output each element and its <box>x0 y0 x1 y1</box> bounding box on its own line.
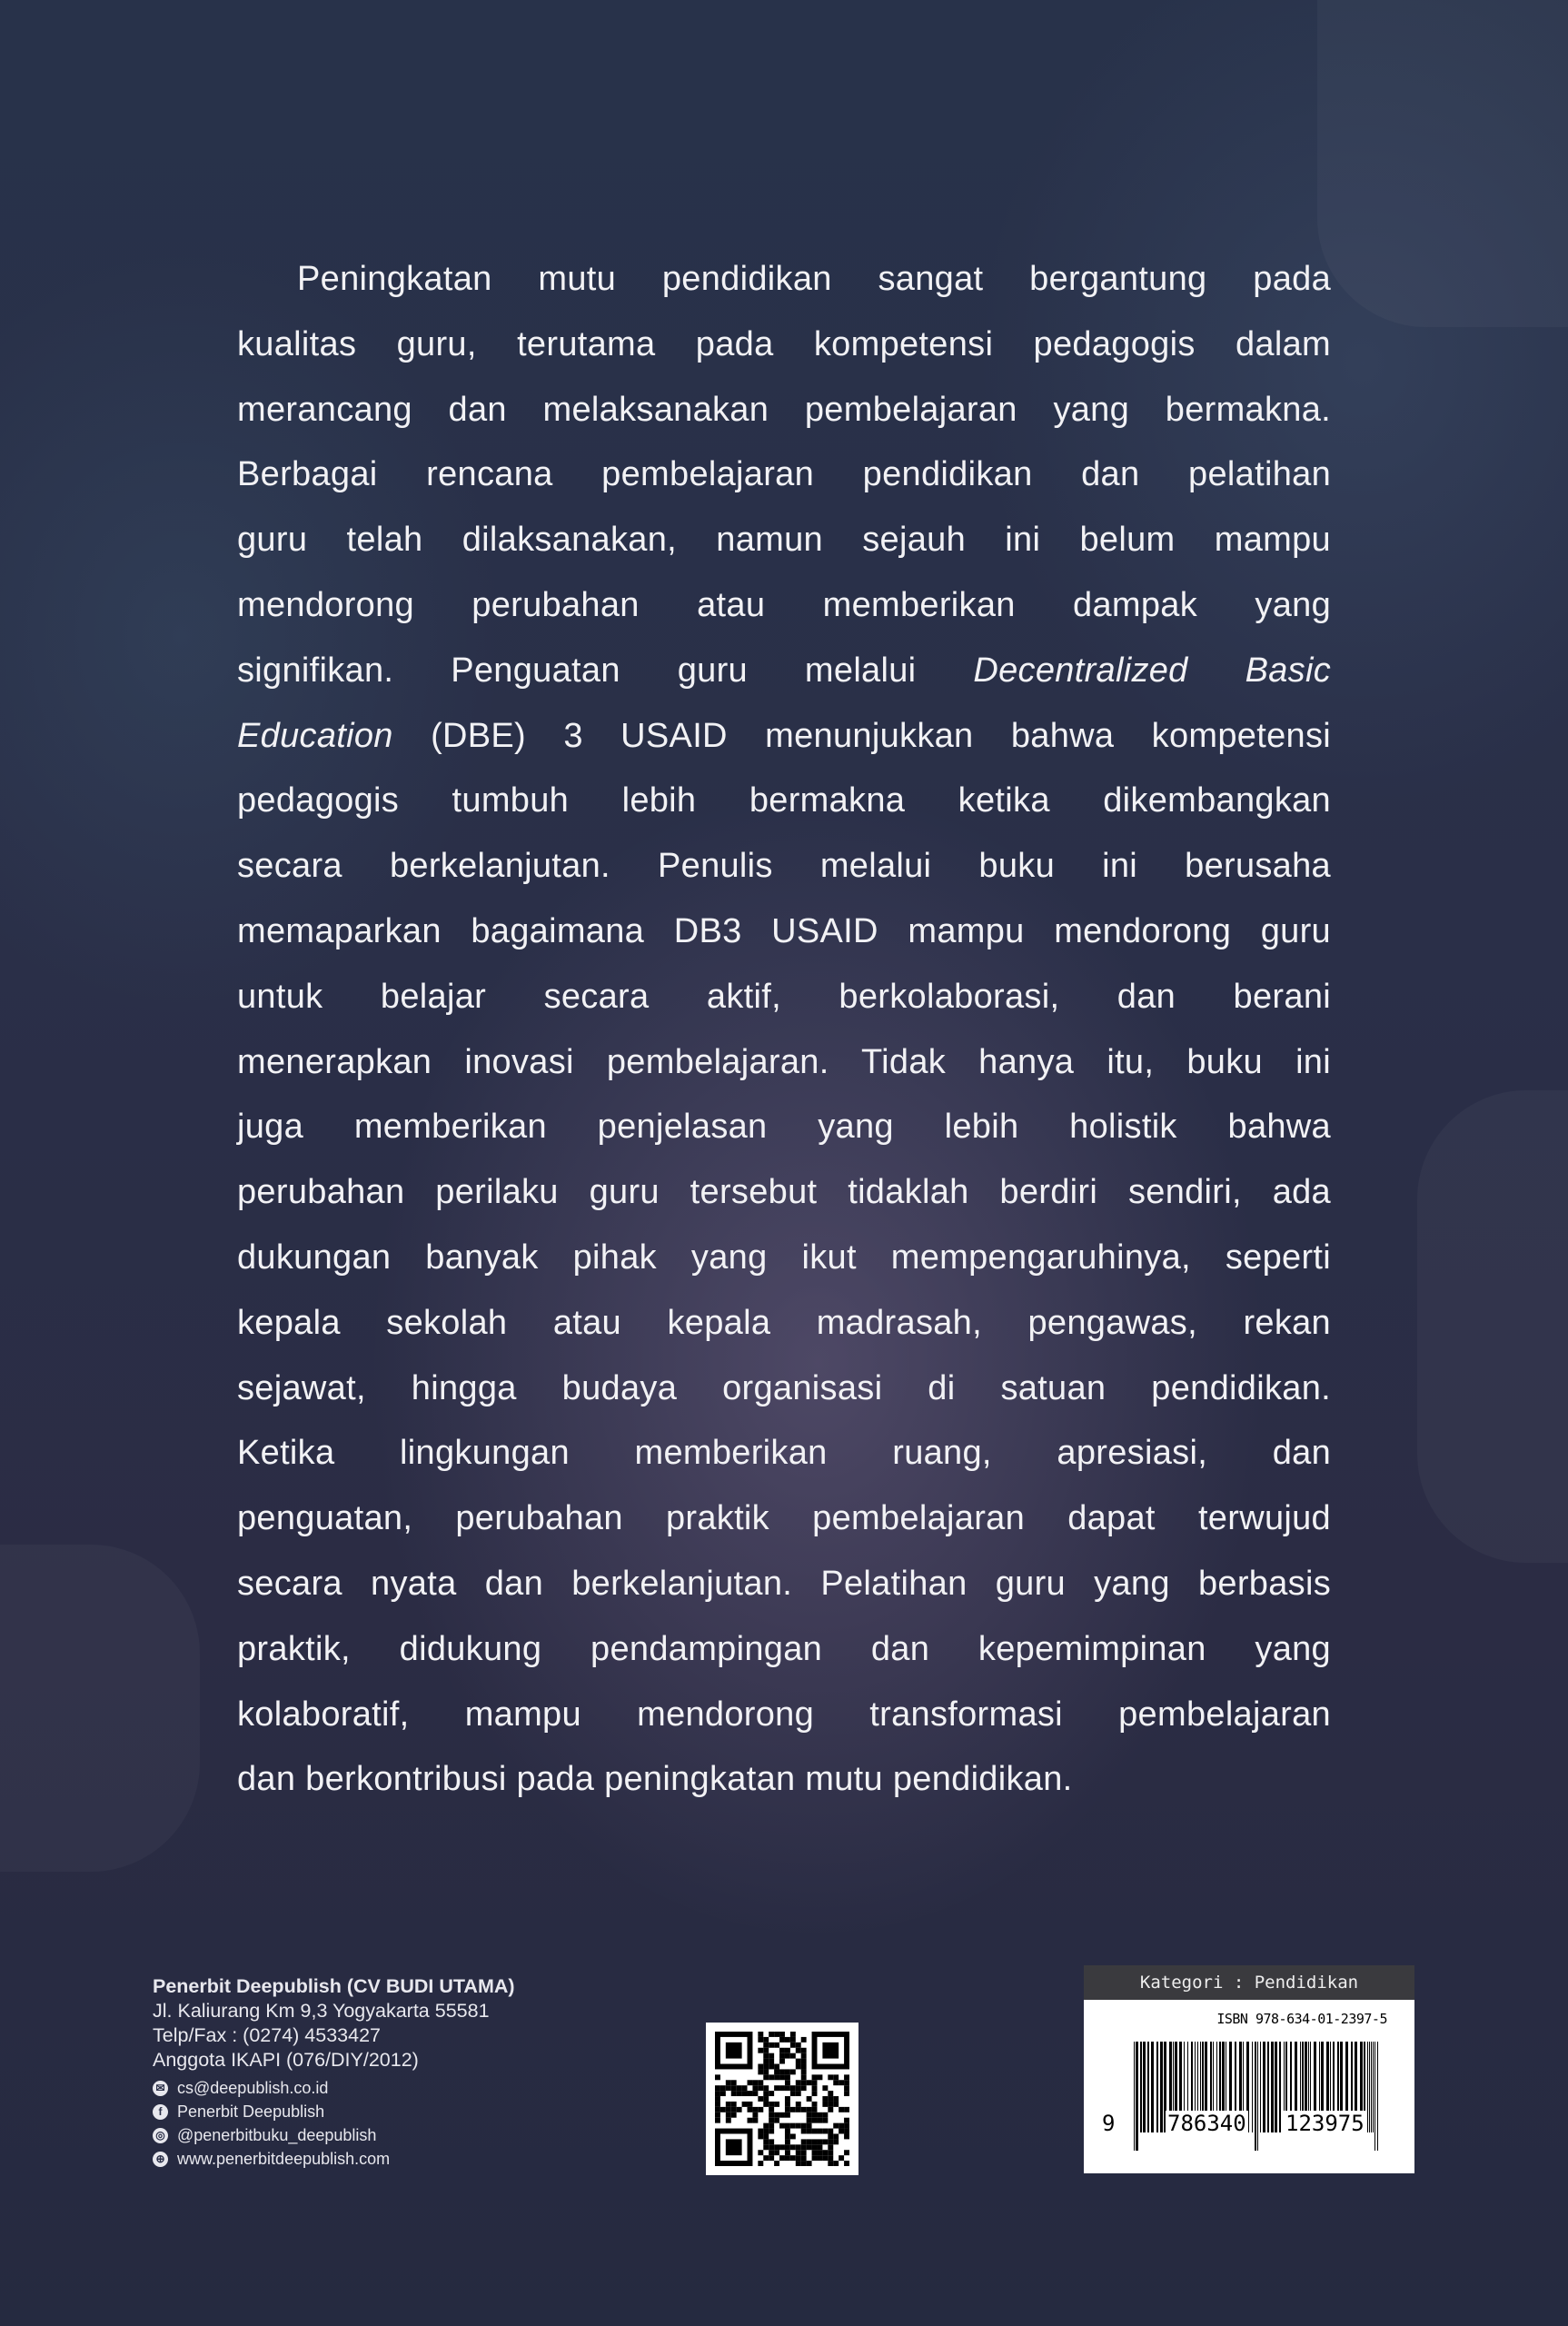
blurb-line <box>237 1552 1331 1617</box>
blurb-text: secara berkelanjutan. Penulis melalui buku ini berusaha <box>237 847 1331 886</box>
blurb-line <box>237 1683 1331 1748</box>
blurb-text: dukungan banyak pihak yang ikut mempengaruhinya, seperti <box>237 1238 1331 1277</box>
blurb-text: mendorong perubahan atau memberikan dampak yang <box>237 585 1331 624</box>
isbn-barcode-panel <box>1084 1965 1414 2173</box>
contact-email <box>153 2076 515 2100</box>
contact-instagram <box>153 2123 515 2147</box>
blurb-text: menerapkan inovasi pembelajaran. Tidak hanya itu, buku ini <box>237 1042 1331 1081</box>
background-shape <box>1317 0 1568 327</box>
blurb-text: dan berkontribusi pada peningkatan mutu pendidikan. <box>237 1760 1073 1799</box>
globe-icon: ⊕ <box>153 2152 168 2167</box>
blurb-line <box>237 965 1331 1030</box>
blurb-text: kolaboratif, mampu mendorong transformasi pembelajaran <box>237 1695 1331 1734</box>
blurb-text: Ketika lingkungan memberikan ruang, apresiasi, dan <box>237 1434 1331 1473</box>
blurb-line <box>237 1291 1331 1357</box>
isbn-text: ISBN 978-634-01-2397-5 <box>1216 2011 1387 2027</box>
publisher-membership: Anggota IKAPI (076/DIY/2012) <box>153 2049 419 2071</box>
background-shape <box>1417 1090 1568 1563</box>
website-text: www.penerbitdeepublish.com <box>177 2150 391 2168</box>
email-icon: ✉ <box>153 2081 168 2096</box>
blurb-line <box>237 1095 1331 1160</box>
blurb-text: guru telah dilaksanakan, namun sejauh ini belum mampu <box>237 521 1331 560</box>
barcode-digits-right: 123975 <box>1285 2111 1365 2136</box>
publisher-info <box>153 1974 515 2171</box>
blurb-text: secara nyata dan berkelanjutan. Pelatihan guru yang berbasis <box>237 1564 1331 1603</box>
blurb-text: kualitas guru, terutama pada kompetensi pedagogis dalam <box>237 324 1331 363</box>
blurb-text: Berbagai rencana pembelajaran pendidikan dan pelatihan <box>237 455 1331 494</box>
publisher-name: Penerbit Deepublish (CV BUDI UTAMA) <box>153 1975 515 1997</box>
blurb-line <box>237 769 1331 834</box>
blurb-text: praktik, didukung pendampingan dan kepemimpinan yang <box>237 1629 1331 1668</box>
qr-code <box>706 2023 858 2175</box>
blurb-line <box>237 1421 1331 1486</box>
barcode <box>1084 2000 1414 2173</box>
category-label: Kategori : Pendidikan <box>1084 1965 1414 2000</box>
email-text: cs@deepublish.co.id <box>177 2079 329 2097</box>
blurb-text: merancang dan melaksanakan pembelajaran yang bermakna. <box>237 390 1331 429</box>
facebook-text: Penerbit Deepublish <box>177 2102 325 2121</box>
blurb-line <box>237 1160 1331 1226</box>
blurb-text: sejawat, hingga budaya organisasi di satuan pendidikan. <box>237 1368 1331 1407</box>
blurb-italic-text: Education <box>237 716 393 755</box>
blurb-line <box>237 508 1331 573</box>
contact-website <box>153 2147 515 2171</box>
contact-facebook <box>153 2100 515 2123</box>
blurb-line <box>237 1747 1331 1813</box>
blurb-text: perubahan perilaku guru tersebut tidaklah berdiri sendiri, ada <box>237 1173 1331 1212</box>
blurb-line <box>237 704 1331 770</box>
blurb-line <box>237 442 1331 508</box>
blurb-text: untuk belajar secara aktif, berkolaborasi, dan berani <box>237 977 1331 1016</box>
blurb-line <box>237 1617 1331 1683</box>
blurb-line <box>237 247 1331 313</box>
instagram-text: @penerbitbuku_deepublish <box>177 2126 377 2144</box>
blurb-line <box>237 1030 1331 1096</box>
blurb-line <box>237 378 1331 443</box>
blurb-line <box>237 834 1331 900</box>
blurb-text: memaparkan bagaimana DB3 USAID mampu mendorong guru <box>237 911 1331 950</box>
blurb-text: juga memberikan penjelasan yang lebih holistik bahwa <box>237 1108 1331 1147</box>
back-cover-blurb <box>237 247 1331 1813</box>
barcode-digit-first: 9 <box>1102 2111 1116 2136</box>
blurb-text: (DBE) 3 USAID menunjukkan bahwa kompetensi <box>392 716 1331 755</box>
background-shape <box>0 1545 200 1872</box>
blurb-line <box>237 1357 1331 1422</box>
blurb-line <box>237 639 1331 704</box>
blurb-line <box>237 1226 1331 1291</box>
publisher-address: Jl. Kaliurang Km 9,3 Yogyakarta 55581 <box>153 2000 490 2022</box>
barcode-digits-left: 786340 <box>1167 2111 1246 2136</box>
blurb-line <box>237 573 1331 639</box>
blurb-text: pedagogis tumbuh lebih bermakna ketika dikembangkan <box>237 781 1331 820</box>
blurb-text: signifikan. Penguatan guru melalui <box>237 651 974 690</box>
blurb-italic-text: Decentralized Basic <box>973 651 1331 690</box>
facebook-icon: f <box>153 2104 168 2120</box>
publisher-phone: Telp/Fax : (0274) 4533427 <box>153 2024 381 2046</box>
instagram-icon: ◎ <box>153 2128 168 2143</box>
blurb-text: Peningkatan mutu pendidikan sangat bergantung pada <box>297 260 1331 298</box>
blurb-text: penguatan, perubahan praktik pembelajaran dapat terwujud <box>237 1499 1331 1538</box>
blurb-text: kepala sekolah atau kepala madrasah, pengawas, rekan <box>237 1303 1331 1342</box>
blurb-line <box>237 313 1331 378</box>
blurb-line <box>237 900 1331 965</box>
blurb-line <box>237 1486 1331 1552</box>
